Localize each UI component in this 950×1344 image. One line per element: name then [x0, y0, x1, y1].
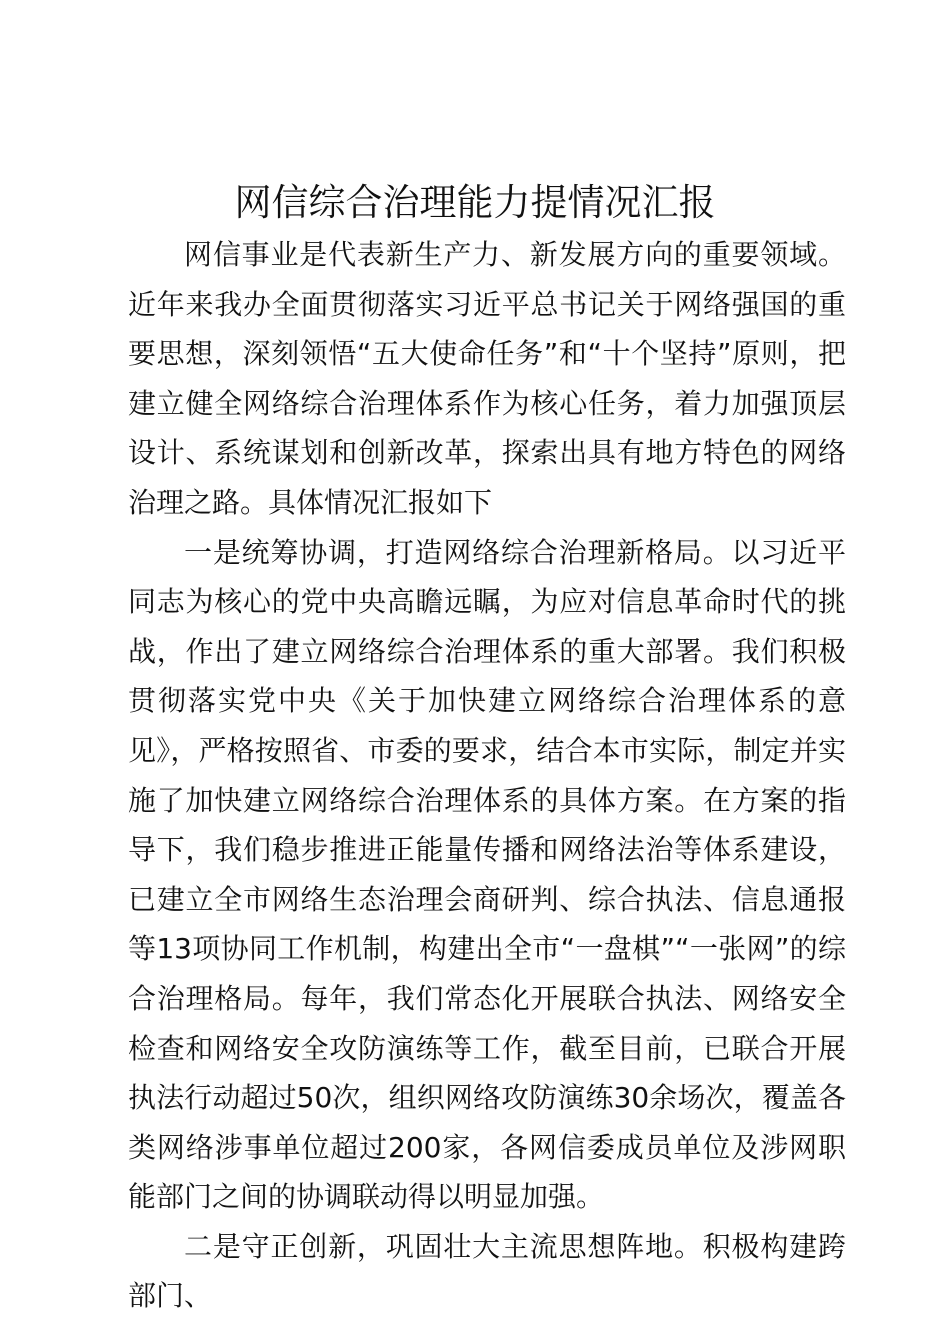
paragraph-innovation: 二是守正创新，巩固壮大主流思想阵地。积极构建跨部门、 — [128, 1229, 846, 1313]
paragraph-coordination: 一是统筹协调，打造网络综合治理新格局。以习近平同志为核心的党中央高瞻远瞩，为应对信息革命时代的挑战，作出了建立网络综合治理体系的重大部署。我们积极贯彻落实党中央《关于加快建立网络综合治理体系的意见》，严格按照省、市委的要求，结合本市实际，制定并实施了加快建立网络综合治理体系的具体方案。在方案的指导下，我们稳步推进正能量传播和网络法治等体系建设，已建立全市网络生态治理会商研判、综合执法、信息通报等13项协同工作机制，构建出全市“一盘棋”“一张网”的综合治理格局。每年，我们常态化开展联合执法、网络安全检查和网络安全攻防演练等工作，截至目前，已联合开展执法行动超过50次，组织网络攻防演练30余场次，覆盖各类网络涉事单位超过200家，各网信委成员单位及涉网职能部门之间的协调联动得以明显加强。 — [128, 535, 846, 1214]
document-title: 网信综合治理能力提情况汇报 — [234, 181, 716, 224]
paragraph-intro: 网信事业是代表新生产力、新发展方向的重要领域。近年来我办全面贯彻落实习近平总书记关于网络强国的重要思想，深刻领悟“五大使命任务”和“十个坚持”原则，把建立健全网络综合治理体系作为核心任务，着力加强顶层设计、系统谋划和创新改革，探索出具有地方特色的网络治理之路。具体情况汇报如下 — [128, 238, 846, 519]
document-body — [128, 230, 846, 1321]
